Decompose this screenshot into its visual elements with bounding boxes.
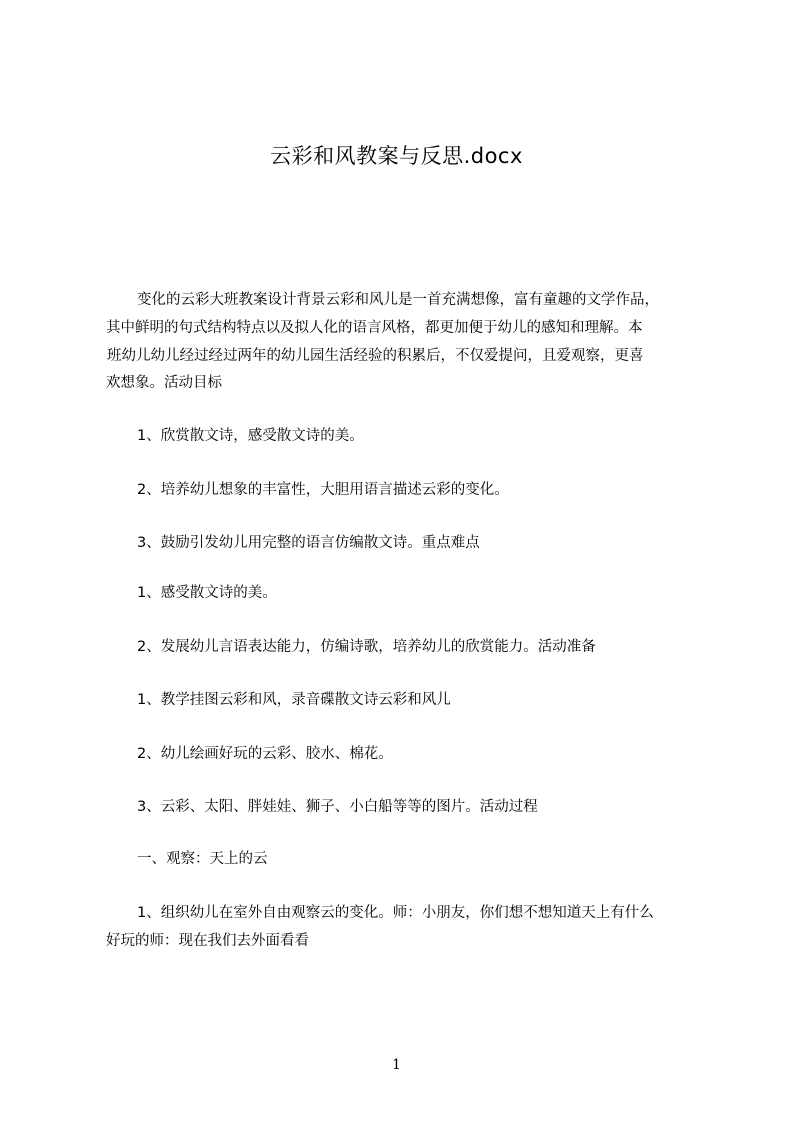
list-item: 1、欣赏散文诗，感受散文诗的美。 (137, 428, 364, 444)
paragraph-line: 好玩的师：现在我们去外面看看 (106, 933, 309, 949)
page-number: 1 (392, 1057, 401, 1073)
section-heading: 一、观察：天上的云 (137, 851, 268, 867)
list-item: 2、发展幼儿言语表达能力，仿编诗歌，培养幼儿的欣赏能力。活动准备 (137, 639, 596, 655)
intro-line: 其中鲜明的句式结构特点以及拟人化的语言风格，都更加便于幼儿的感知和理解。本 (106, 320, 643, 336)
list-item: 1、感受散文诗的美。 (137, 585, 277, 601)
list-item: 2、幼儿绘画好玩的云彩、胶水、棉花。 (137, 746, 393, 762)
list-item: 3、鼓励引发幼儿用完整的语言仿编散文诗。重点难点 (137, 535, 480, 551)
intro-line: 欢想象。活动目标 (106, 375, 222, 391)
intro-line: 班幼儿幼儿经过经过两年的幼儿园生活经验的积累后，不仅爱提问，且爱观察，更喜 (107, 348, 644, 364)
paragraph-line: 1、组织幼儿在室外自由观察云的变化。师：小朋友，你们想不想知道天上有什么 (137, 905, 654, 921)
document-title: 云彩和风教案与反思.docx (270, 144, 523, 168)
intro-line: 变化的云彩大班教案设计背景云彩和风儿是一首充满想像，富有童趣的文学作品， (137, 292, 659, 308)
list-item: 2、培养幼儿想象的丰富性，大胆用语言描述云彩的变化。 (137, 482, 509, 498)
list-item: 1、教学挂图云彩和风，录音碟散文诗云彩和风儿 (137, 692, 451, 708)
list-item: 3、云彩、太阳、胖娃娃、狮子、小白船等等的图片。活动过程 (137, 799, 538, 815)
